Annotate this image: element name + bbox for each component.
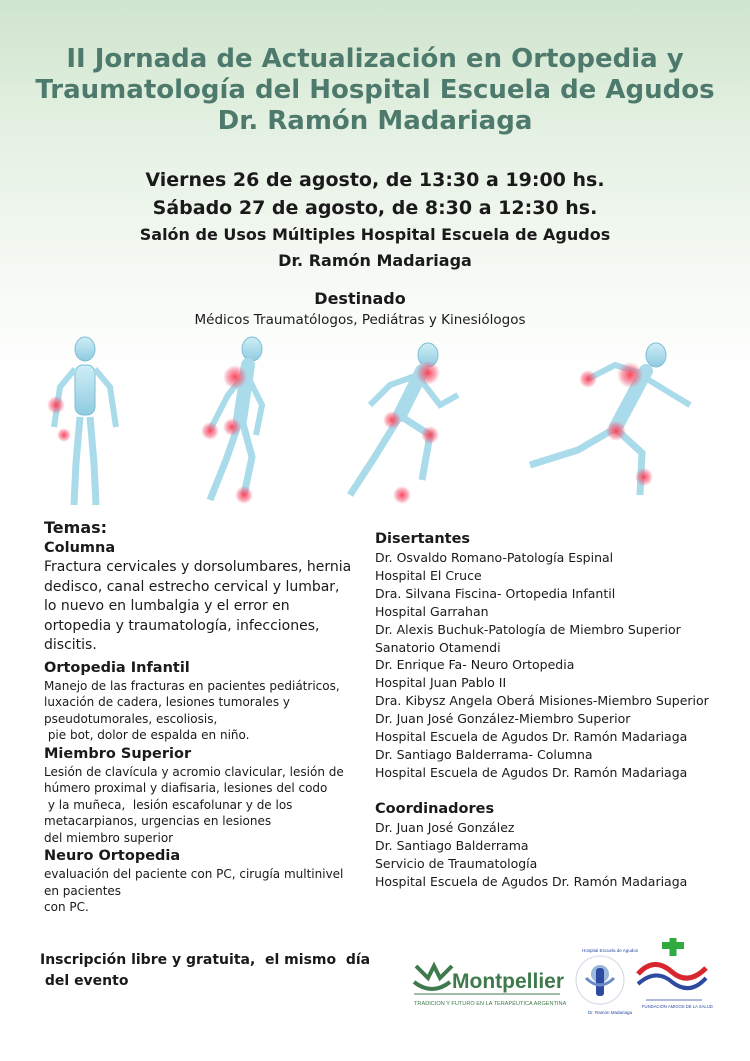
- topic-line: con PC.: [44, 900, 89, 914]
- topic-line: Manejo de las fracturas en pacientes pediátricos,: [44, 678, 340, 693]
- topic-line: húmero proximal y diafisaria, lesiones del codo: [44, 781, 328, 795]
- coordinator-line: Dr. Santiago Balderrama: [375, 837, 529, 853]
- speaker-line: Hospital Garrahan: [375, 603, 489, 619]
- poster-title: [0, 44, 750, 137]
- topic-section: [44, 846, 364, 916]
- speaker-line: Dr. Alexis Buchuk-Patología de Miembro Superior: [375, 621, 681, 637]
- friday-schedule: Viernes 26 de agosto, de 13:30 a 19:00 hs.: [145, 169, 605, 191]
- topic-title: Columna: [44, 540, 116, 556]
- speaker-line: Dr. Santiago Balderrama- Columna: [375, 746, 593, 762]
- speaker-line: Hospital Escuela de Agudos Dr. Ramón Madariaga: [375, 729, 688, 745]
- speaker-line: Hospital El Cruce: [375, 567, 482, 583]
- montpellier-name: Montpellier: [452, 970, 565, 993]
- topic-line: luxación de cadera, lesiones tumorales y: [44, 695, 290, 709]
- topics-heading: Temas:: [44, 518, 108, 537]
- sprinting-skeleton-icon: [350, 343, 458, 504]
- topic-title: Ortopedia Infantil: [44, 659, 190, 676]
- topic-line: pie bot, dolor de espalda en niño.: [44, 728, 250, 742]
- speakers-column: [375, 529, 745, 890]
- speaker-line: Hospital Escuela de Agudos Dr. Ramón Madariaga: [375, 764, 688, 780]
- speaker-line: Dr. Enrique Fa- Neuro Ortopedia: [375, 657, 575, 673]
- fundacion-logo: [638, 938, 713, 1009]
- topic-line: Fractura cervicales y dorsolumbares, hernia: [44, 559, 352, 575]
- topic-section: [44, 658, 364, 744]
- event-schedule: [0, 166, 750, 274]
- audience-heading: Destinado: [314, 289, 406, 308]
- hospital-seal-top-text: Hospital Escuela de Agudos: [582, 948, 639, 953]
- audience-block: [0, 289, 720, 331]
- venue-line-1: Salón de Usos Múltiples Hospital Escuela de Agudos: [139, 225, 611, 244]
- topic-section: [44, 744, 364, 847]
- topic-line: discitis.: [44, 637, 97, 653]
- topic-section: [44, 538, 364, 656]
- standing-skeleton-icon: [47, 337, 116, 505]
- registration-line-1: Inscripción libre y gratuita, el mismo día: [40, 952, 371, 968]
- topic-line: en pacientes: [44, 883, 122, 898]
- topic-line: evaluación del paciente con PC, cirugía multinivel: [44, 867, 344, 881]
- running-skeleton-icon: [530, 343, 690, 495]
- fundacion-text: FUNDACIÓN AMIGOS DE LA SALUD: [642, 1004, 713, 1009]
- registration-note: [40, 950, 400, 992]
- title-line-3: Dr. Ramón Madariaga: [217, 106, 533, 136]
- topics-column: [44, 518, 364, 916]
- topic-line: Lesión de clavícula y acromio clavicular, lesión de: [44, 764, 344, 779]
- topic-line: ortopedia y traumatología, infecciones,: [44, 617, 320, 634]
- skeleton-figures-illustration: [30, 335, 710, 510]
- venue-line-2: Dr. Ramón Madariaga: [278, 251, 472, 270]
- speaker-line: Dra. Silvana Fiscina- Ortopedia Infantil: [375, 585, 616, 601]
- audience-text: Médicos Traumatólogos, Pediátras y Kinesiólogos: [194, 312, 526, 328]
- topic-line: metacarpianos, urgencias en lesiones: [44, 814, 272, 828]
- hospital-seal-bottom-text: Dr. Ramón Madariaga: [588, 1010, 633, 1015]
- montpellier-tagline: TRADICION Y FUTURO EN LA TERAPÉUTICA ARGENTINA: [414, 1001, 567, 1007]
- speaker-line: Dr. Juan José González-Miembro Superior: [375, 711, 631, 727]
- coordinators-heading: Coordinadores: [375, 800, 495, 817]
- saturday-schedule: Sábado 27 de agosto, de 8:30 a 12:30 hs.: [152, 197, 598, 219]
- topic-line: y la muñeca, lesión escafolunar y de los: [44, 797, 293, 812]
- walking-skeleton-icon: [201, 337, 262, 504]
- title-line-2: Traumatología del Hospital Escuela de Agudos: [35, 75, 715, 105]
- topic-line: del miembro superior: [44, 830, 174, 845]
- speaker-line: Sanatorio Otamendi: [375, 639, 501, 655]
- coordinator-line: Dr. Juan José González: [375, 819, 515, 835]
- sponsor-logos: [410, 938, 740, 1028]
- title-line-1: II Jornada de Actualización en Ortopedia y: [66, 44, 684, 74]
- topic-line: dedisco, canal estrecho cervical y lumbar,: [44, 578, 340, 595]
- topic-title: Miembro Superior: [44, 745, 192, 762]
- coordinator-line: Servicio de Traumatología: [375, 855, 538, 871]
- hospital-seal-logo: [576, 948, 639, 1015]
- coordinator-line: Hospital Escuela de Agudos Dr. Ramón Madariaga: [375, 873, 688, 889]
- topic-line: pseudotumorales, escoliosis,: [44, 711, 218, 726]
- speakers-heading: Disertantes: [375, 531, 471, 547]
- speaker-line: Hospital Juan Pablo II: [375, 675, 507, 691]
- speaker-line: Dr. Osvaldo Romano-Patología Espinal: [375, 550, 614, 565]
- montpellier-logo: [414, 966, 567, 1007]
- topic-line: lo nuevo en lumbalgia y el error en: [44, 598, 290, 614]
- speaker-line: Dra. Kibysz Angela Oberá Misiones-Miembro Superior: [375, 693, 709, 709]
- registration-line-2: del evento: [40, 973, 129, 989]
- topic-title: Neuro Ortopedia: [44, 848, 181, 864]
